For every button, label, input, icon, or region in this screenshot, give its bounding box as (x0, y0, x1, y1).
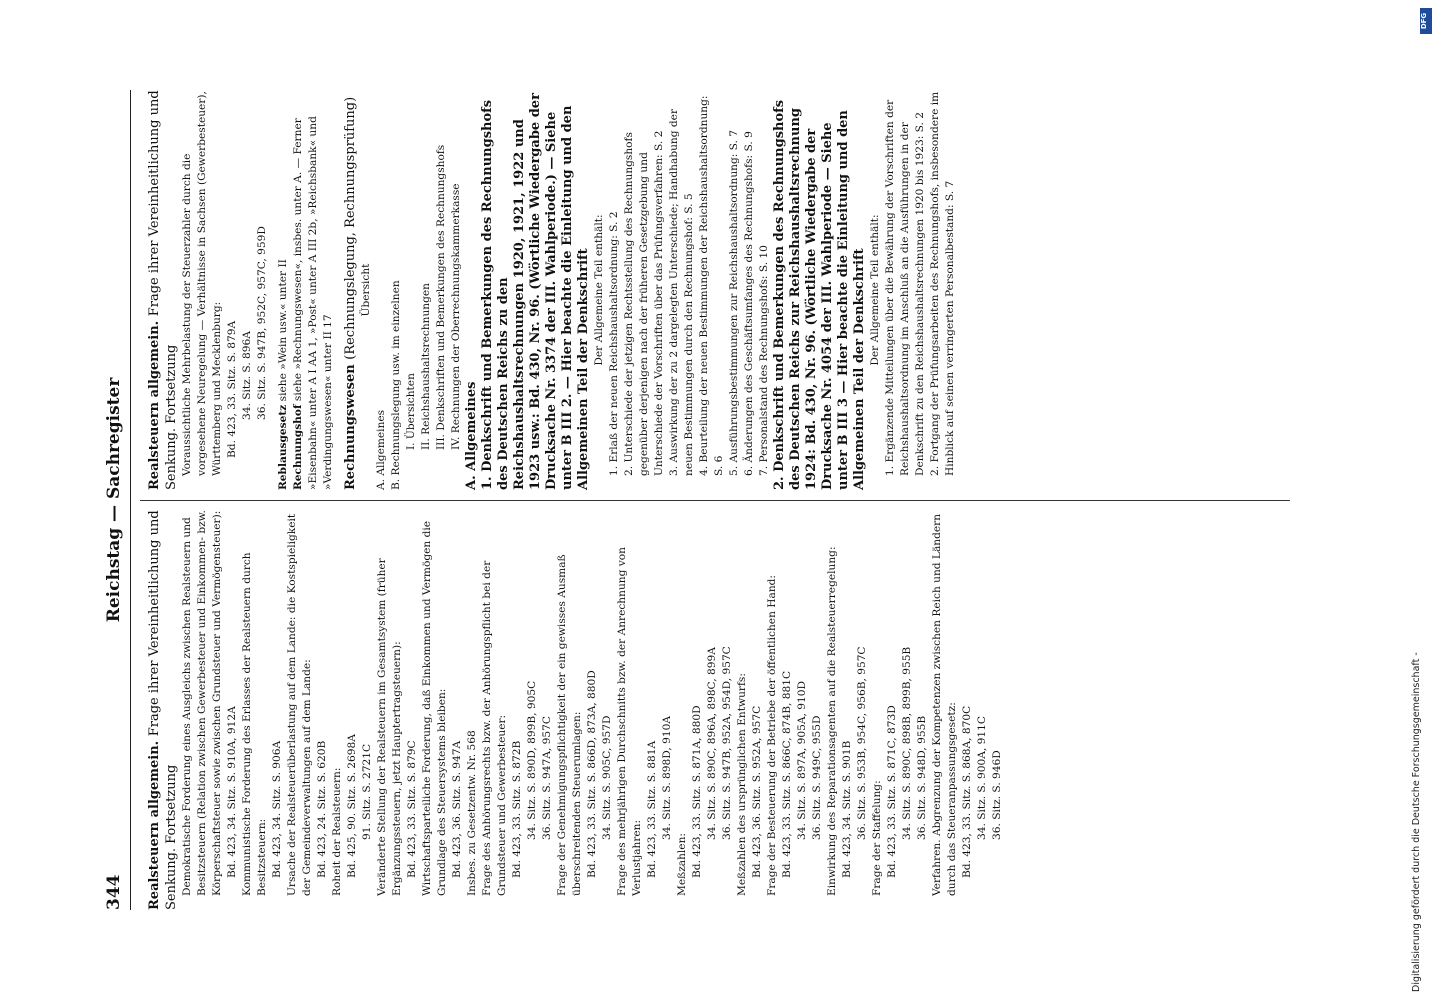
page-title: Reichstag — Sachregister (104, 377, 124, 623)
text-line: 36. Sitz. S. 949C, 955D (811, 715, 823, 840)
text-line: 36. Sitz. S. 948D, 955B (916, 715, 928, 840)
text-line: Frage der Besteuerung der Betriebe der öffentlichen Hand: (766, 575, 778, 896)
text-line: Kommunistische Forderung des Erlasses der Realsteuern durch Besitzsteuern: (241, 552, 268, 896)
text-line: Bd. 423, 24. Sitz. S. 620B (316, 740, 328, 878)
text-line: 34. Sitz. S. 896A (241, 331, 253, 420)
text-line: Bd. 423, 33. Sitz. S. 866C, 874B, 881C (781, 670, 793, 878)
rotated-page-content (100, 90, 1300, 910)
text-line: Bd. 425, 90. Sitz. S. 2698A (346, 734, 358, 878)
text-line: 36. Sitz. S. 947A, 957C (541, 716, 553, 840)
text-line: 1. Ergänzende Mitteilungen über die Bewährung der Vorschriften der Reichshaushaltsordnung im Anschluß an die Ausführungen in der Denkschrift zu den Reichshaushaltsrechnungen 1920 bis 1923: S. 2 (884, 99, 926, 476)
right-column (140, 90, 958, 490)
text-line: IV. Rechnungen der Oberrechnungskammerkasse (450, 183, 462, 450)
text-line: 34. Sitz. S. 897A, 905A, 910D (796, 681, 808, 840)
text-line: 34. Sitz. S. 900A, 911C (976, 716, 988, 840)
text-line: Bd. 423, 33. Sitz. S. 868A, 870C (961, 705, 973, 878)
text-line: 34. Sitz. S. 890C, 896A, 898C, 899A (706, 647, 718, 840)
text-line: Insbes. zu Gesetzentw. Nr. 568 (466, 730, 478, 896)
text-line: 36. Sitz. S. 947B, 952A, 954D, 957C (721, 646, 733, 840)
text-line: Voraussichtliche Mehrbelastung der Steuerzahler durch die vorgesehene Neuregelung — Verhältnisse in Sachsen (Gewerbesteuer), Württemberg und Mecklenburg: (181, 91, 223, 476)
text-line: II. Reichshaushaltsrechnungen (420, 283, 432, 450)
text-line: 3. Auswirkung der zu 2 dargelegten Unterschiede; Handhabung der neuen Bestimmungen durch den Rechnungshof: S. 5 (668, 108, 695, 476)
right-heading: Realsteuern allgemein. Frage ihrer Vereinheitlichung und Senkung. Fortsetzung (147, 90, 179, 490)
item-1-subheading: Der Allgemeine Teil enthält: (593, 214, 605, 366)
text-line: Bd. 423, 33. Sitz. S. 879A (226, 320, 238, 458)
right-intro (180, 90, 270, 490)
text-line: I. Übersichten (405, 373, 417, 450)
overview-title: Übersicht (360, 263, 372, 317)
text-line: 36. Sitz. S. 946D (991, 750, 1003, 840)
text-line: Veränderte Stellung der Realsteuern im Gesamtsystem (früher Ergänzungssteuern, jetzt Hauptertragsteuern): (376, 558, 403, 896)
text-line: Bd. 423, 34. Sitz. S. 901B (841, 740, 853, 878)
text-line: A. Allgemeines (375, 409, 387, 490)
column-divider (140, 500, 1290, 501)
text-line: 7. Personalstand des Rechnungshofs: S. 10 (758, 245, 770, 476)
digitization-note: Digitalisierung gefördert durch die Deutsche Forschungsgemeinschaft - (1411, 652, 1422, 992)
text-line: 6. Änderungen des Geschäftsumfanges des Rechnungshofs: S. 9 (743, 131, 755, 476)
text-line: Roheit der Realsteuern: (331, 767, 343, 896)
left-entries (180, 510, 1005, 910)
text-line: Bd. 423, 34. Sitz. S. 910A, 912A (226, 706, 238, 878)
text-line: Meßzahlen: (676, 833, 688, 896)
text-line: Bd. 423, 33. Sitz. S. 881A (646, 740, 658, 878)
text-line: 34. Sitz. S. 890C, 898B, 899B, 955B (901, 646, 913, 840)
text-line: Bd. 423, 33. Sitz. S. 879C (406, 740, 418, 878)
left-heading: Realsteuern allgemein. Frage ihrer Vereinheitlichung und Senkung. Fortsetzung (147, 510, 179, 910)
text-line: Frage des Anhörungsrechts bzw. der Anhörungspflicht bei der Grundsteuer und Gewerbesteuer: (481, 560, 508, 896)
dfg-logo: DFG (1420, 8, 1432, 34)
text-line: 4. Beurteilung der neuen Bestimmungen der Reichshaushaltsordnung: S. 6 (698, 95, 725, 476)
text-line: 36. Sitz. S. 947B, 952C, 957C, 959D (256, 226, 268, 420)
running-header (100, 90, 128, 910)
header-rule (130, 90, 131, 910)
rebl-entry: Reblausgesetz siehe »Wein usw.« unter II (277, 259, 289, 490)
text-line: III. Denkschriften und Bemerkungen des Rechnungshofs (435, 144, 447, 450)
item-2-subheading: Der Allgemeine Teil enthält: (869, 214, 881, 366)
text-line: Demokratische Forderung eines Ausgleichs zwischen Realsteuern und Besitzsteuern (Relation zwischen Gewerbesteuer und Einkommen- bzw. Körperschaftsteuer sowie zwischen Grundsteuer und Vermögensteuer): (181, 510, 223, 896)
text-line: 2. Fortgang der Prüfungsarbeiten des Rechnungshofs, insbesondere im Hinblick auf seinen verringerten Personalbestand: S. 7 (929, 91, 956, 476)
page-number: 344 (104, 874, 124, 910)
text-line: Bd. 423, 33. Sitz. S. 872B (511, 740, 523, 878)
text-line: Frage des mehrjährigen Durchschnitts bzw. der Anrechnung von Verlustjahren: (616, 547, 643, 896)
text-line: Bd. 423, 36. Sitz. S. 947A (451, 740, 463, 878)
text-line: 34. Sitz. S. 898D, 910A (661, 716, 673, 840)
text-line: Bd. 423, 33. Sitz. S. 871C, 873D (886, 705, 898, 878)
text-line: 36. Sitz. S. 953B, 954C, 956B, 957C (856, 646, 868, 840)
text-line: Bd. 423, 33. Sitz. S. 871A, 880D (691, 705, 703, 878)
item-2-list (883, 90, 958, 490)
section-a: A. Allgemeines (464, 381, 479, 490)
text-line: Frage der Genehmigungspflichtigkeit der ein gewisses Ausmaß überschreitenden Steuerumlagen: (556, 554, 583, 896)
text-line: 91. Sitz. S. 2721C (361, 743, 373, 840)
text-line: 34. Sitz. S. 905C, 957D (601, 715, 613, 840)
overview-list (374, 90, 464, 490)
text-line: 34. Sitz. S. 890D, 899B, 905C (526, 680, 538, 840)
text-line: Ursache der Realsteuerüberlastung auf dem Lande: die Kostspieligkeit der Gemeindeverwaltungen auf dem Lande: (286, 513, 313, 896)
text-line: Bd. 423, 33. Sitz. S. 866D, 873A, 880D (586, 670, 598, 878)
rechnungshof-entry: Rechnungshof siehe »Rechnungswesen«, insbes. unter A. — Ferner »Eisenbahn« unter A I AA 1, »Post« unter A III 2b, »Reichsbank« und »Verdingungswesen« unter II 17 (292, 116, 334, 490)
text-line: Bd. 423, 34. Sitz. S. 906A (271, 740, 283, 878)
text-line: 5. Ausführungsbestimmungen zur Reichshaushaltsordnung: S. 7 (728, 129, 740, 476)
text-line: 2. Unterschiede der jetzigen Rechtsstellung des Rechnungshofs gegenüber derjenigen nach der früheren Gesetzgebung und Unterschiede der Vorschriften über das Prüfungsverfahren: S. 2 (623, 130, 665, 476)
text-line: B. Rechnungslegung usw. im einzelnen (390, 280, 402, 490)
rechnungswesen-heading: Rechnungswesen (Rechnungslegung, Rechnungsprüfung) (343, 96, 358, 490)
text-line: Bd. 423, 36. Sitz. S. 952A, 957C (751, 705, 763, 878)
text-line: Meßzahlen des ursprünglichen Entwurfs: (736, 673, 748, 896)
text-line: Einwirkung des Reparationsagenten auf die Realsteuerregelung: (826, 546, 838, 896)
left-column (140, 510, 1005, 910)
text-line: 1. Erlaß der neuen Reichshaushaltsordnung: S. 2 (608, 211, 620, 476)
item-1-list (607, 90, 772, 490)
text-line: Verfahren. Abgrenzung der Kompetenzen zwischen Reich und Ländern durch das Steueranpassungsgesetz: (931, 513, 958, 896)
text-line: Wirtschaftsparteiliche Forderung, daß Einkommen und Vermögen die Grundlage des Steuersystems bleiben: (421, 520, 448, 896)
text-line: Frage der Staffelung: (871, 780, 883, 896)
item-1: 1. Denkschrift und Bemerkungen des Rechnungshofs des Deutschen Reichs zu den Reichshaushaltsrechnungen 1920, 1921, 1922 und 1923 usw.: Bd. 430, Nr. 96. (Wörtliche Wiedergabe der Drucksache Nr. 3374 der III. Wahlperiode.) — Siehe unter B III 2. — Hier beachte die Einleitung und den Allgemeinen Teil der Denkschrift (480, 93, 591, 490)
item-2: 2. Denkschrift und Bemerkungen des Rechnungshofs des Deutschen Reichs zur Reichshaushaltsrechnung 1924: Bd. 430, Nr. 96. (Wörtliche Wiedergabe der Drucksache Nr. 4054 der III. Wahlperiode — Siehe unter B III 3 — Hier beachte die Einleitung und den Allgemeinen Teil der Denkschrift (772, 99, 867, 490)
